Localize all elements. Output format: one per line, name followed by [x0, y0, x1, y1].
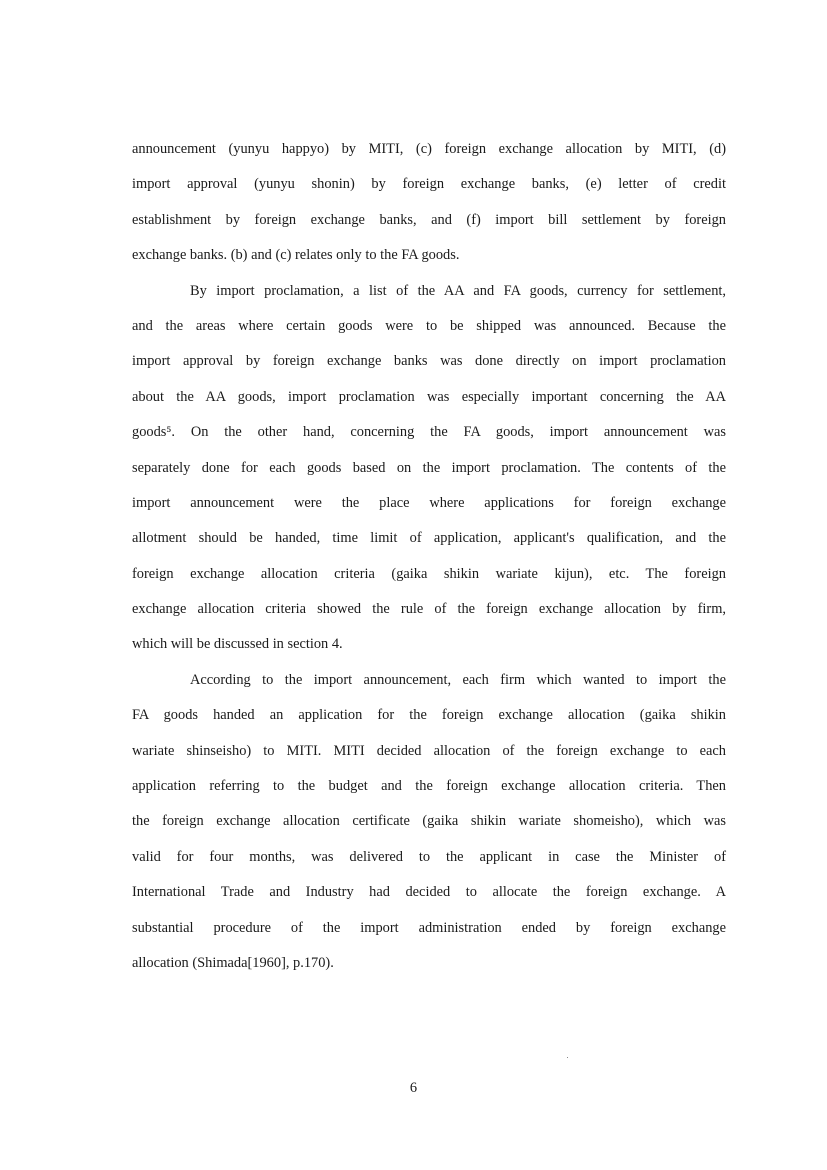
- text-line: allotment should be handed, time limit of application, applicant's qualification, and the: [132, 530, 726, 547]
- text-line: import approval (yunyu shonin) by foreign exchange banks, (e) letter of credit: [132, 176, 726, 193]
- text-line: exchange allocation criteria showed the rule of the foreign exchange allocation by firm,: [132, 601, 726, 618]
- text-line: the foreign exchange allocation certificate (gaika shikin wariate shomeisho), which was: [132, 813, 726, 830]
- text-line: goods⁵. On the other hand, concerning the FA goods, import announcement was: [132, 424, 726, 441]
- text-line: International Trade and Industry had decided to allocate the foreign exchange. A: [132, 884, 726, 901]
- text-line: establishment by foreign exchange banks, and (f) import bill settlement by foreign: [132, 211, 726, 228]
- paragraph-start-line: According to the import announcement, each firm which wanted to import the: [190, 671, 726, 688]
- text-line: FA goods handed an application for the foreign exchange allocation (gaika shikin: [132, 707, 726, 724]
- text-line: and the areas where certain goods were to be shipped was announced. Because the: [132, 317, 726, 334]
- text-line: valid for four months, was delivered to the applicant in case the Minister of: [132, 848, 726, 865]
- text-line: substantial procedure of the import administration ended by foreign exchange: [132, 919, 726, 936]
- body-text: [132, 132, 726, 981]
- text-line: announcement (yunyu happyo) by MITI, (c) foreign exchange allocation by MITI, (d): [132, 141, 726, 157]
- text-line: import approval by foreign exchange banks was done directly on import proclamation: [132, 353, 726, 370]
- scan-speck: [567, 1057, 568, 1058]
- text-line: import announcement were the place where applications for foreign exchange: [132, 494, 726, 511]
- text-line: application referring to the budget and the foreign exchange allocation criteria. Then: [132, 778, 726, 795]
- page-number: 6: [409, 1080, 418, 1096]
- text-line: which will be discussed in section 4.: [132, 636, 343, 653]
- text-line: wariate shinseisho) to MITI. MITI decided allocation of the foreign exchange to each: [132, 742, 726, 759]
- text-line: exchange banks. (b) and (c) relates only to the FA goods.: [132, 247, 460, 264]
- text-line: allocation (Shimada[1960], p.170).: [132, 954, 334, 971]
- text-line: foreign exchange allocation criteria (gaika shikin wariate kijun), etc. The foreign: [132, 565, 726, 582]
- text-line: about the AA goods, import proclamation was especially important concerning the AA: [132, 388, 726, 405]
- text-line: separately done for each goods based on the import proclamation. The contents of the: [132, 459, 726, 476]
- paragraph-start-line: By import proclamation, a list of the AA and FA goods, currency for settlement,: [190, 282, 726, 299]
